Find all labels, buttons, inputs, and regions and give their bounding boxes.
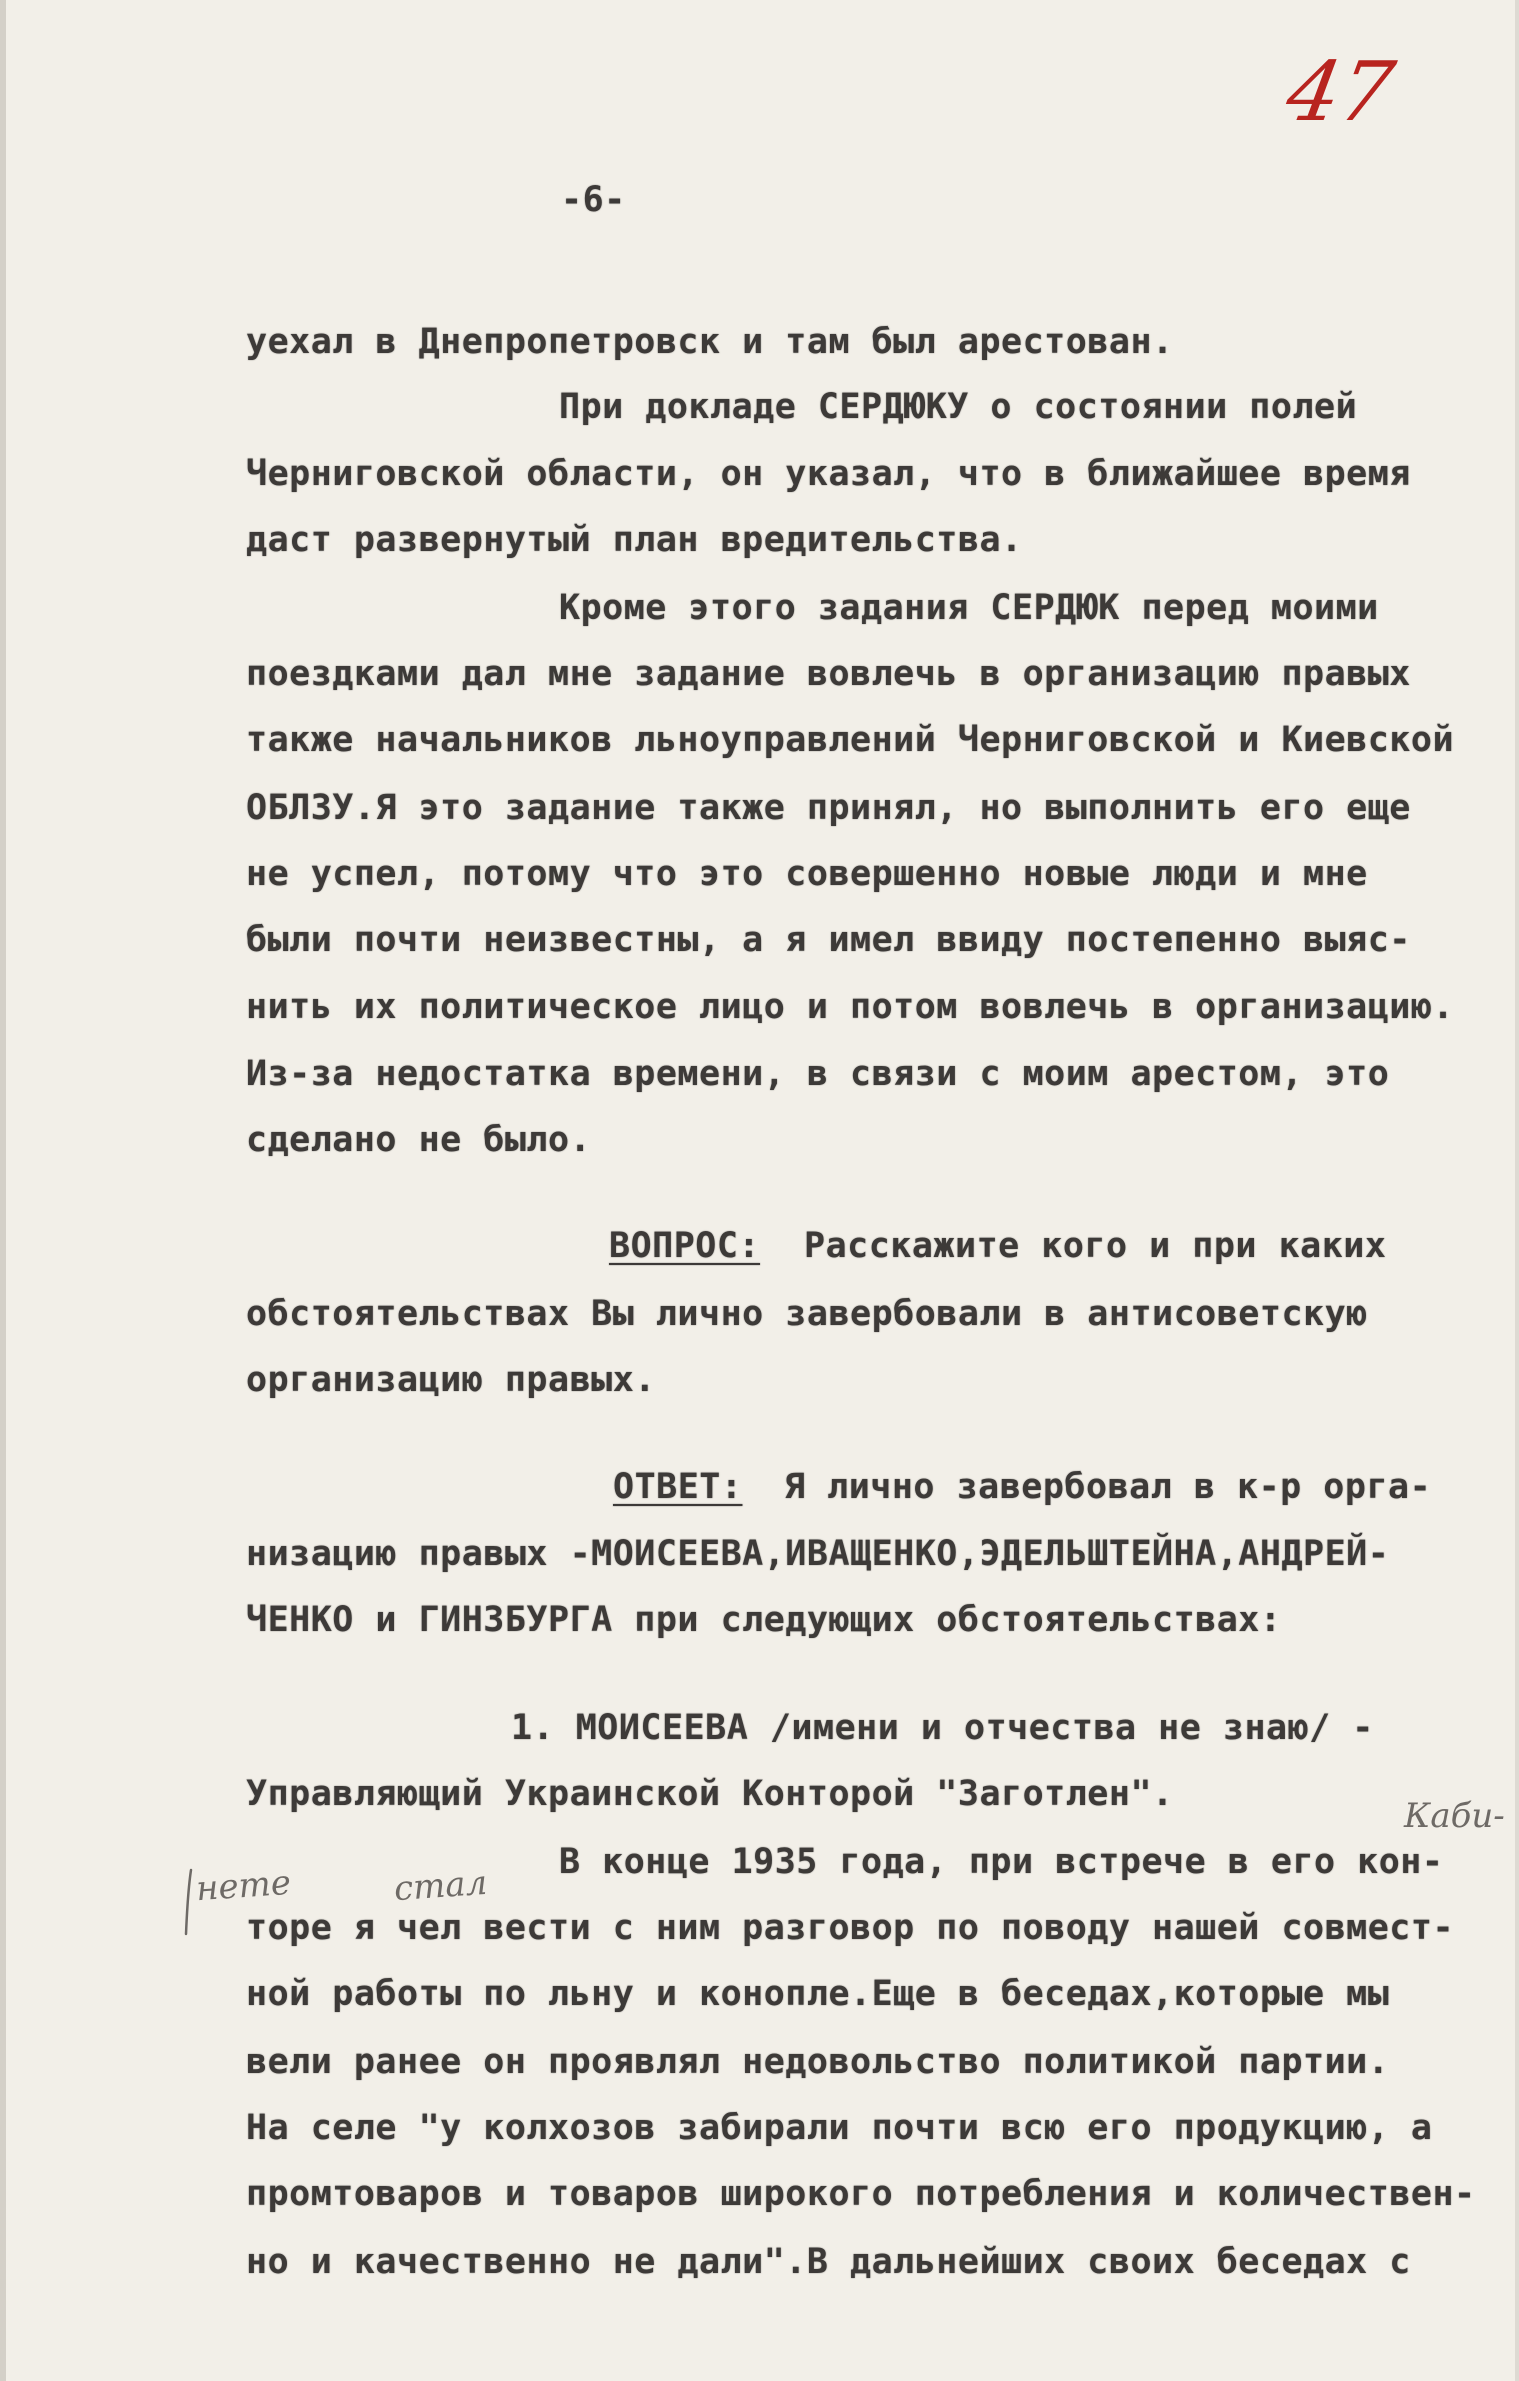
body-line-7: также начальников льноуправлений Черниговской и Киевской bbox=[246, 720, 1455, 760]
closing-line-6: промтоваров и товаров широкого потребления и количествен- bbox=[246, 2174, 1476, 2214]
handwritten-margin-note-right: стал bbox=[392, 1862, 489, 1910]
handwritten-margin-note-left: нете bbox=[194, 1862, 293, 1910]
body-line-5: Кроме этого задания СЕРДЮК перед моими bbox=[559, 588, 1379, 628]
question-line-3: организацию правых. bbox=[246, 1360, 656, 1400]
question-label: ВОПРОС: bbox=[609, 1226, 761, 1266]
item-line-2: Управляющий Украинской Конторой "Заготлен". bbox=[246, 1774, 1174, 1814]
closing-line-5: На селе "у колхозов забирали почти всю его продукцию, а bbox=[246, 2108, 1433, 2148]
answer-line-3: ЧЕНКО и ГИНЗБУРГА при следующих обстоятельствах: bbox=[246, 1600, 1282, 1640]
body-line-9: не успел, потому что это совершенно новые люди и мне bbox=[246, 854, 1368, 894]
closing-line-3: ной работы по льну и конопле.Еще в беседах,которые мы bbox=[246, 1974, 1390, 2014]
closing-line-2: торе я чел вести с ним разговор по поводу нашей совмест- bbox=[246, 1908, 1455, 1948]
folio-number: 47 bbox=[1279, 45, 1401, 140]
handwritten-cabinet-note: Каби- bbox=[1404, 1796, 1505, 1836]
body-line-2: При докладе СЕРДЮКУ о состоянии полей bbox=[559, 387, 1358, 427]
body-line-13: сделано не было. bbox=[246, 1120, 592, 1160]
page-marker: -6- bbox=[561, 180, 626, 220]
question-line-1: Расскажите кого и при каких bbox=[804, 1226, 1387, 1266]
body-line-12: Из-за недостатка времени, в связи с моим арестом, это bbox=[246, 1054, 1390, 1094]
body-line-10: были почти неизвестны, а я имел ввиду постепенно выяс- bbox=[246, 920, 1411, 960]
closing-line-4: вели ранее он проявлял недовольство политикой партии. bbox=[246, 2042, 1390, 2082]
closing-line-1: В конце 1935 года, при встрече в его кон- bbox=[559, 1842, 1444, 1882]
item-line-1: 1. МОИСЕЕВА /имени и отчества не знаю/ - bbox=[511, 1708, 1374, 1748]
margin-pencil-stroke bbox=[182, 1868, 196, 1938]
body-line-1: уехал в Днепропетровск и там был арестован. bbox=[246, 322, 1174, 362]
answer-line-1: Я лично завербовал в к-р орга- bbox=[784, 1467, 1432, 1507]
body-line-6: поездками дал мне задание вовлечь в организацию правых bbox=[246, 654, 1411, 694]
answer-line-2: низацию правых -МОИСЕЕВА,ИВАЩЕНКО,ЭДЕЛЬШТЕЙНА,АНДРЕЙ- bbox=[246, 1534, 1390, 1574]
body-line-8: ОБЛЗУ.Я это задание также принял, но выполнить его еще bbox=[246, 788, 1411, 828]
body-line-4: даст развернутый план вредительства. bbox=[246, 520, 1023, 560]
body-line-11: нить их политическое лицо и потом вовлечь в организацию. bbox=[246, 987, 1455, 1027]
closing-line-7: но и качественно не дали".В дальнейших своих беседах с bbox=[246, 2242, 1411, 2282]
question-line-2: обстоятельствах Вы лично завербовали в антисоветскую bbox=[246, 1294, 1368, 1334]
body-line-3: Черниговской области, он указал, что в ближайшее время bbox=[246, 454, 1411, 494]
answer-label: ОТВЕТ: bbox=[613, 1467, 743, 1507]
